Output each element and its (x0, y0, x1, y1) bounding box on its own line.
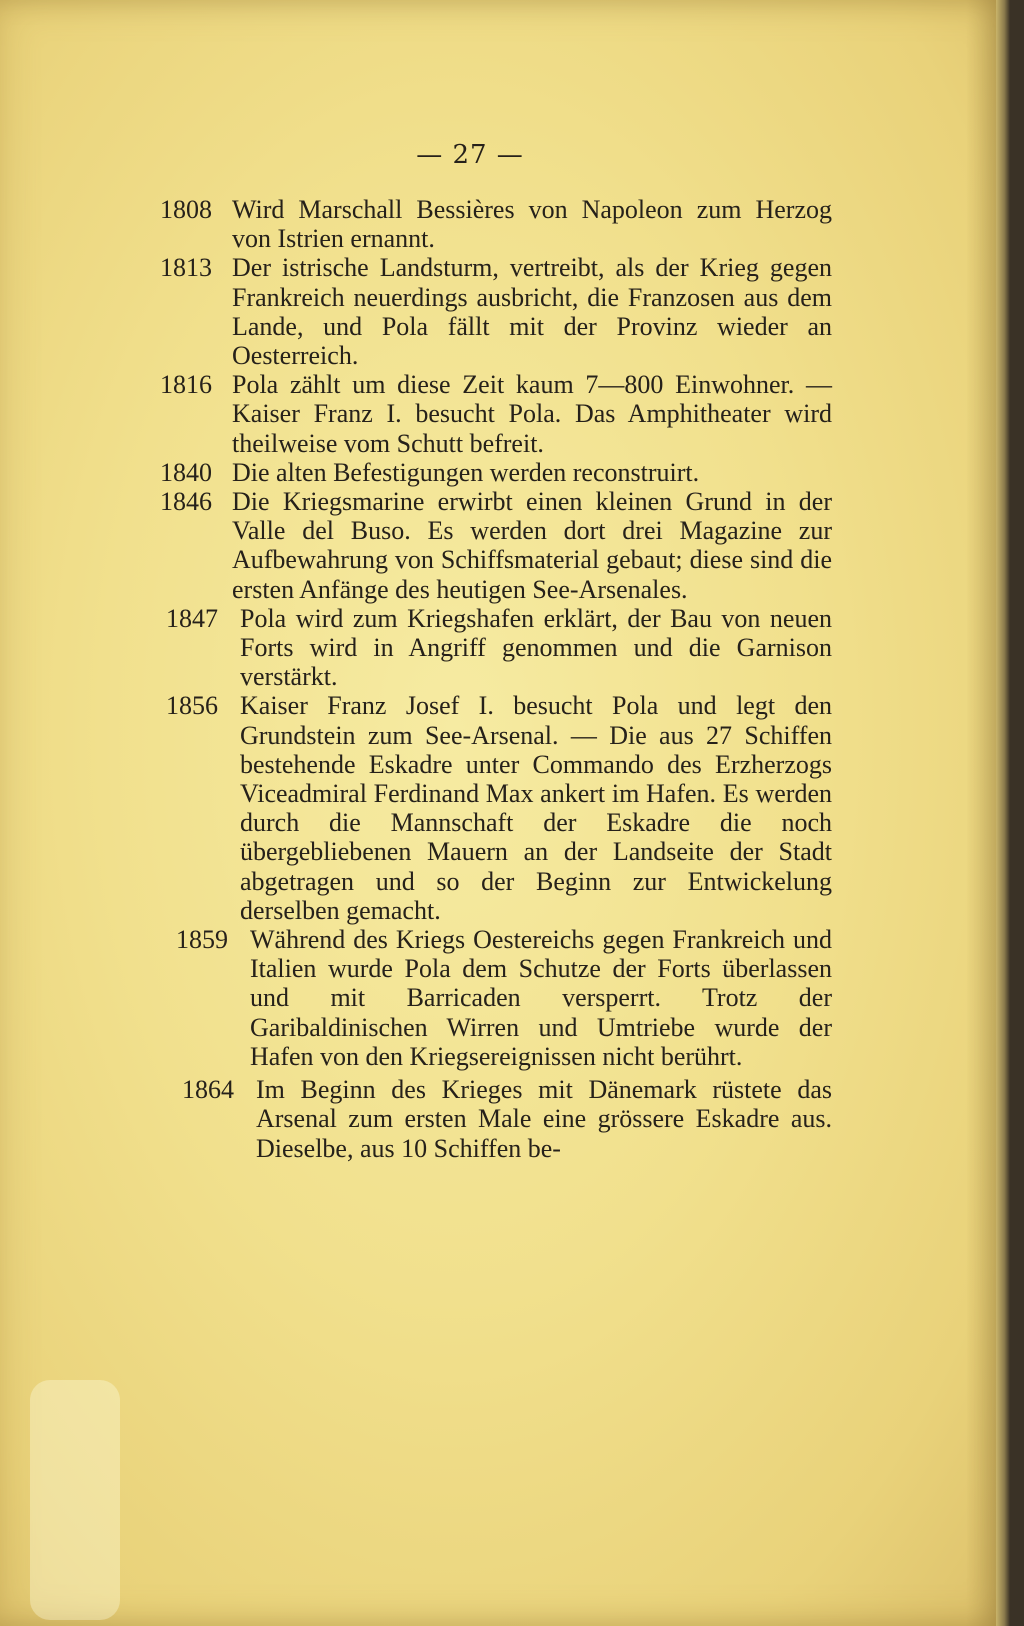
entry-year: 1813 (160, 253, 212, 283)
chronology-text (160, 195, 832, 1163)
entry-1864 (160, 1075, 832, 1163)
entry-1847 (160, 604, 832, 692)
entry-text: Der istrische Landsturm, vertreibt, als der Krieg gegen Frankreich neuerdings ausbricht, die Franzosen aus dem Lande, und Pola fällt mit der Provinz wieder an Oesterreich. (232, 253, 832, 371)
entry-text: Während des Kriegs Oestereichs gegen Frankreich und Italien wurde Pola dem Schutze der Forts überlassen und mit Barricaden versperrt. Trotz der Garibaldinischen Wirren und Umtriebe wurde der Hafen von den Kriegsereignissen nicht berührt. (250, 925, 832, 1071)
entry-1813 (160, 253, 832, 370)
entry-text: Die alten Befestigungen werden reconstruirt. (232, 457, 700, 487)
page-number: — 27 — (416, 140, 524, 170)
entry-1840 (160, 458, 832, 487)
entry-text: Pola zählt um diese Zeit kaum 7—800 Einwohner. — Kaiser Franz I. besucht Pola. Das Amphitheater wird theilweise vom Schutt befreit. (232, 370, 832, 458)
entry-1816 (160, 370, 832, 458)
entry-year: 1859 (176, 925, 228, 955)
entry-text: Wird Marschall Bessières von Napoleon zum Herzog von Istrien ernannt. (232, 195, 832, 254)
entry-year: 1847 (166, 603, 218, 633)
entry-text: Pola wird zum Kriegshafen erklärt, der Bau von neuen Forts wird in Angriff genommen und die Garnison verstärkt. (240, 603, 832, 692)
page-edge (996, 0, 1010, 1626)
page-fold-shadow (966, 0, 996, 1626)
entry-text: Die Kriegsmarine erwirbt einen kleinen Grund in der Valle del Buso. Es werden dort drei Magazine zur Aufbewahrung von Schiffsmaterial gebaut; diese sind die ersten Anfänge des heutigen See-Arsenales. (232, 487, 832, 604)
entry-year: 1856 (166, 691, 218, 721)
paper-stain (30, 1380, 120, 1620)
entry-year: 1808 (160, 195, 212, 224)
entry-year: 1846 (160, 487, 212, 517)
entry-1846 (160, 487, 832, 604)
entry-1808 (160, 195, 832, 253)
entry-1856 (160, 691, 832, 925)
entry-year: 1816 (160, 370, 212, 400)
entry-year: 1840 (160, 457, 212, 487)
entry-1859 (160, 925, 832, 1071)
entry-text: Im Beginn des Krieges mit Dänemark rüstete das Arsenal zum ersten Male eine grössere Eskadre aus. Dieselbe, aus 10 Schiffen be- (256, 1075, 832, 1163)
entry-text: Kaiser Franz Josef I. besucht Pola und legt den Grundstein zum See-Arsenal. — Die aus 27 Schiffen bestehende Eskadre unter Commando des Erzherzogs Viceadmiral Ferdinand Max ankert im Hafen. Es werden durch die Mannschaft der Eskadre die noch übergebliebenen Mauern an der Landseite der Stadt abgetragen und so der Beginn zur Entwickelung derselben gemacht. (240, 691, 832, 925)
entry-year: 1864 (182, 1075, 234, 1105)
